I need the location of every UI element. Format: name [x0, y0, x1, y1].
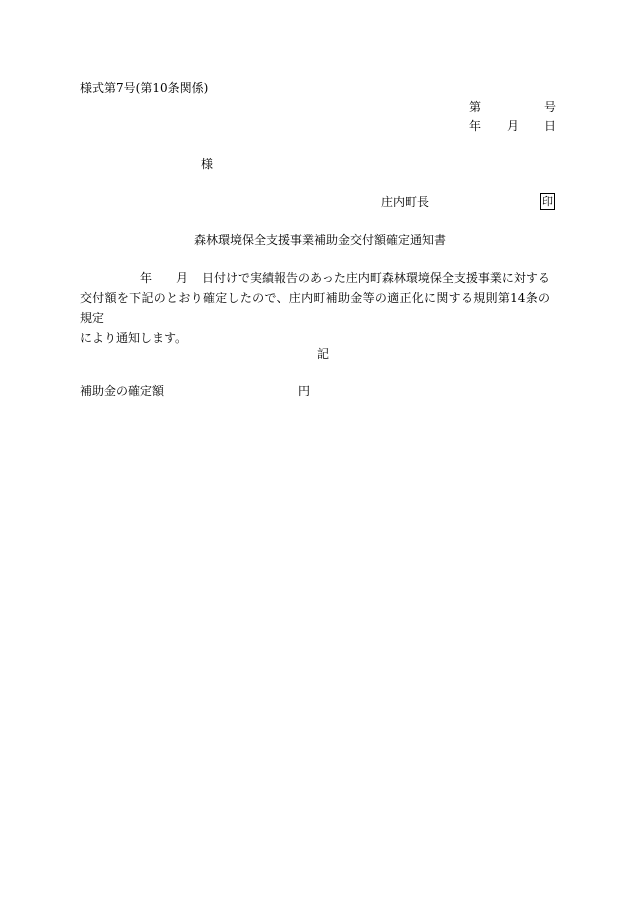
- form-number: 様式第7号(第10条関係): [80, 81, 209, 95]
- body-year: 年: [140, 271, 153, 285]
- amount-label: 補助金の確定額: [80, 384, 165, 398]
- body-month: 月: [176, 271, 189, 285]
- body-line-1-rest: 日付けで実績報告のあった庄内町森林環境保全支援事業に対する: [202, 271, 550, 285]
- issuer-title: 庄内町長: [381, 195, 430, 209]
- body-line-1: [80, 268, 550, 288]
- date-month: 月: [507, 119, 520, 133]
- ki-heading: 記: [317, 347, 330, 361]
- doc-number-suffix: 号: [544, 100, 557, 114]
- date-year: 年: [469, 119, 482, 133]
- amount-unit: 円: [298, 384, 311, 398]
- addressee-suffix: 様: [201, 157, 214, 171]
- body-paragraph: [80, 268, 550, 348]
- seal-mark: [540, 193, 555, 210]
- date-day: 日: [544, 119, 557, 133]
- body-line-3: により通知します。: [80, 331, 188, 345]
- doc-number-prefix: 第: [469, 100, 482, 114]
- document-title: 森林環境保全支援事業補助金交付額確定通知書: [194, 233, 447, 247]
- body-line-2: 交付額を下記のとおり確定したので、庄内町補助金等の適正化に関する規則第14条の規定: [80, 291, 550, 325]
- seal-label: 印: [542, 195, 553, 208]
